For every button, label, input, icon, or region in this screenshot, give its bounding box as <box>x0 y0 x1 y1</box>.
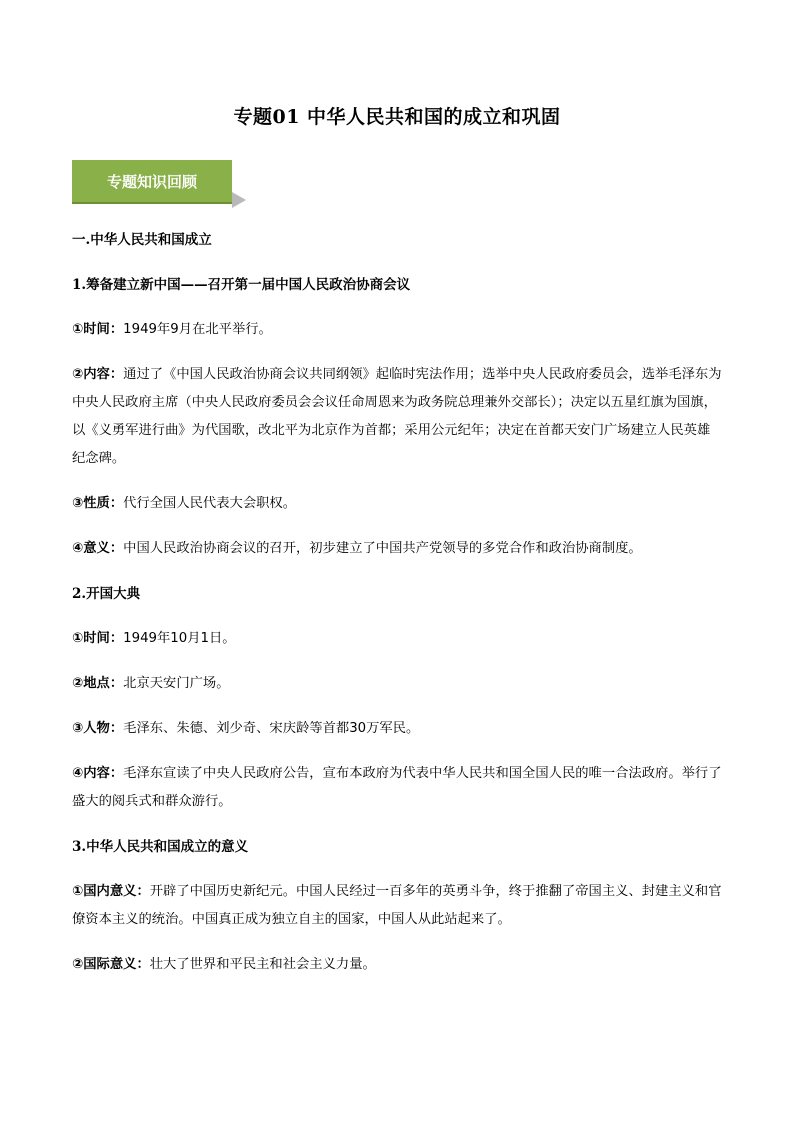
content-body <box>72 226 722 996</box>
item-text: 毛泽东宣读了中央人民政府公告，宣布本政府为代表中华人民共和国全国人民的唯一合法政府。举行了盛大的阅兵式和群众游行。 <box>72 766 722 809</box>
banner-label: 专题知识回顾 <box>72 160 232 202</box>
paragraph <box>72 670 722 698</box>
item-label: ①时间： <box>72 631 124 646</box>
page-title: 专题01 中华人民共和国的成立和巩固 <box>233 106 561 128</box>
item-label: ①时间： <box>72 322 124 337</box>
item-text: 1949年9月在北平举行。 <box>123 322 272 337</box>
item-label: ③人物： <box>72 721 124 736</box>
item-text: 代行全国人民代表大会职权。 <box>123 496 297 511</box>
item-text: 中国人民政治协商会议的召开，初步建立了中国共产党领导的多党合作和政治协商制度。 <box>123 541 642 556</box>
paragraph <box>72 625 722 653</box>
item-text: 壮大了世界和平民主和社会主义力量。 <box>149 957 376 972</box>
item-label: ④内容： <box>72 766 124 781</box>
paragraph <box>72 878 722 934</box>
section-heading: 一.中华人民共和国成立 <box>72 232 212 248</box>
paragraph <box>72 715 722 743</box>
banner-arrow-icon <box>232 192 246 208</box>
paragraph <box>72 760 722 816</box>
item-text: 北京天安门广场。 <box>123 676 230 691</box>
item-label: ③性质： <box>72 496 124 511</box>
item-text: 通过了《中国人民政治协商会议共同纲领》起临时宪法作用；选举中央人民政府委员会，选举毛泽东为中央人民政府主席（中央人民政府委员会会议任命周恩来为政务院总理兼外交部长）；决定以五星红旗为国旗，以《义勇军进行曲》为代国歌，改北平为北京作为首都；采用公元纪年；决定在首都天安门广场建立人民英雄纪念碑。 <box>72 367 722 466</box>
paragraph <box>72 316 722 344</box>
item-label: ②国际意义： <box>72 957 150 972</box>
paragraph <box>72 361 722 473</box>
item-text: 毛泽东、朱德、刘少奇、宋庆龄等首都30万军民。 <box>123 721 420 736</box>
item-text: 开辟了中国历史新纪元。中国人民经过一百多年的英勇斗争，终于推翻了帝国主义、封建主义和官僚资本主义的统治。中国真正成为独立自主的国家，中国人从此站起来了。 <box>72 884 722 927</box>
item-label: ②地点： <box>72 676 124 691</box>
paragraph <box>72 951 722 979</box>
paragraph <box>72 490 722 518</box>
section-banner <box>72 160 252 206</box>
subsection-heading-2: 2.开国大典 <box>72 586 141 602</box>
item-label: ②内容： <box>72 367 124 382</box>
item-label: ④意义： <box>72 541 124 556</box>
subsection-heading-3: 3.中华人民共和国成立的意义 <box>72 839 249 855</box>
item-text: 1949年10月1日。 <box>123 631 236 646</box>
subsection-heading-1: 1.筹备建立新中国——召开第一届中国人民政治协商会议 <box>72 277 411 293</box>
item-label: ①国内意义： <box>72 884 150 899</box>
paragraph <box>72 535 722 563</box>
